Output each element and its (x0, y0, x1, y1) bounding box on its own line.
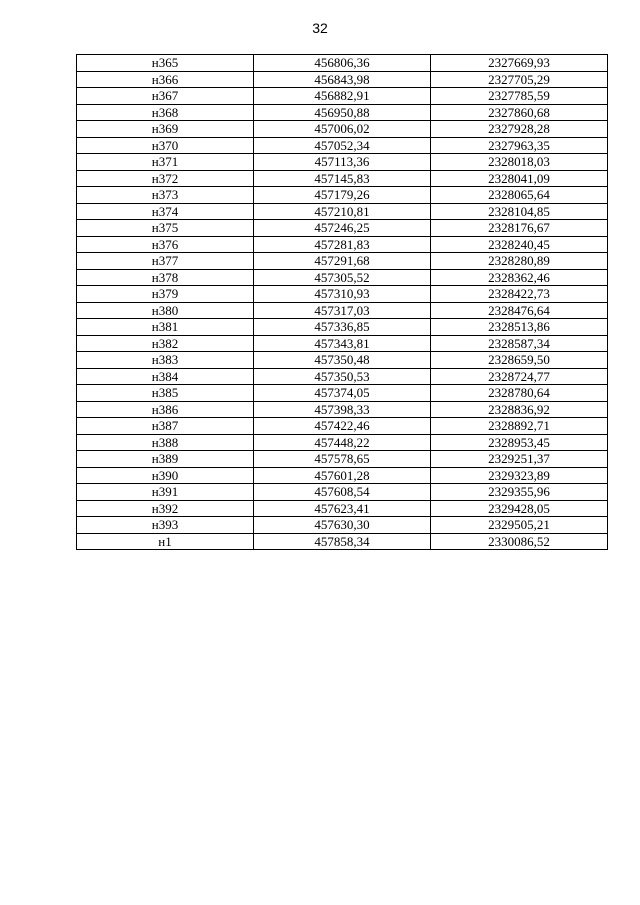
point-name-cell: н392 (77, 500, 254, 517)
point-name-cell: н371 (77, 154, 254, 171)
y-coordinate-cell: 2329428,05 (431, 500, 608, 517)
table-row (77, 203, 608, 220)
x-coordinate-cell: 457179,26 (254, 187, 431, 204)
y-coordinate-cell: 2327860,68 (431, 104, 608, 121)
table-row (77, 170, 608, 187)
point-name-cell: н382 (77, 335, 254, 352)
x-coordinate-cell: 457578,65 (254, 451, 431, 468)
y-coordinate-cell: 2328280,89 (431, 253, 608, 270)
y-coordinate-cell: 2328041,09 (431, 170, 608, 187)
y-coordinate-cell: 2328892,71 (431, 418, 608, 435)
table-row (77, 286, 608, 303)
x-coordinate-cell: 457310,93 (254, 286, 431, 303)
point-name-cell: н376 (77, 236, 254, 253)
point-name-cell: н388 (77, 434, 254, 451)
x-coordinate-cell: 457601,28 (254, 467, 431, 484)
table-row (77, 55, 608, 72)
y-coordinate-cell: 2328659,50 (431, 352, 608, 369)
x-coordinate-cell: 457210,81 (254, 203, 431, 220)
x-coordinate-cell: 457052,34 (254, 137, 431, 154)
y-coordinate-cell: 2328362,46 (431, 269, 608, 286)
y-coordinate-cell: 2327705,29 (431, 71, 608, 88)
x-coordinate-cell: 457623,41 (254, 500, 431, 517)
coordinates-table (76, 54, 608, 550)
table-row (77, 500, 608, 517)
point-name-cell: н389 (77, 451, 254, 468)
y-coordinate-cell: 2328724,77 (431, 368, 608, 385)
point-name-cell: н367 (77, 88, 254, 105)
table-row (77, 104, 608, 121)
x-coordinate-cell: 456950,88 (254, 104, 431, 121)
y-coordinate-cell: 2330086,52 (431, 533, 608, 550)
point-name-cell: н385 (77, 385, 254, 402)
point-name-cell: н370 (77, 137, 254, 154)
table-row (77, 220, 608, 237)
x-coordinate-cell: 456806,36 (254, 55, 431, 72)
point-name-cell: н377 (77, 253, 254, 270)
y-coordinate-cell: 2328422,73 (431, 286, 608, 303)
point-name-cell: н379 (77, 286, 254, 303)
point-name-cell: н375 (77, 220, 254, 237)
point-name-cell: н366 (77, 71, 254, 88)
x-coordinate-cell: 456843,98 (254, 71, 431, 88)
x-coordinate-cell: 457145,83 (254, 170, 431, 187)
table-row (77, 335, 608, 352)
table-row (77, 187, 608, 204)
y-coordinate-cell: 2328836,92 (431, 401, 608, 418)
point-name-cell: н381 (77, 319, 254, 336)
y-coordinate-cell: 2329355,96 (431, 484, 608, 501)
x-coordinate-cell: 457448,22 (254, 434, 431, 451)
x-coordinate-cell: 457630,30 (254, 517, 431, 534)
table-row (77, 319, 608, 336)
y-coordinate-cell: 2328065,64 (431, 187, 608, 204)
y-coordinate-cell: 2327928,28 (431, 121, 608, 138)
table-row (77, 418, 608, 435)
x-coordinate-cell: 457858,34 (254, 533, 431, 550)
table-row (77, 467, 608, 484)
table-row (77, 88, 608, 105)
table-row (77, 137, 608, 154)
y-coordinate-cell: 2328587,34 (431, 335, 608, 352)
y-coordinate-cell: 2329505,21 (431, 517, 608, 534)
y-coordinate-cell: 2328176,67 (431, 220, 608, 237)
y-coordinate-cell: 2327785,59 (431, 88, 608, 105)
x-coordinate-cell: 456882,91 (254, 88, 431, 105)
table-row (77, 533, 608, 550)
x-coordinate-cell: 457350,48 (254, 352, 431, 369)
x-coordinate-cell: 457305,52 (254, 269, 431, 286)
table-row (77, 71, 608, 88)
point-name-cell: н1 (77, 533, 254, 550)
x-coordinate-cell: 457608,54 (254, 484, 431, 501)
y-coordinate-cell: 2329323,89 (431, 467, 608, 484)
x-coordinate-cell: 457336,85 (254, 319, 431, 336)
point-name-cell: н374 (77, 203, 254, 220)
point-name-cell: н393 (77, 517, 254, 534)
point-name-cell: н369 (77, 121, 254, 138)
table-row (77, 484, 608, 501)
y-coordinate-cell: 2328953,45 (431, 434, 608, 451)
point-name-cell: н380 (77, 302, 254, 319)
y-coordinate-cell: 2329251,37 (431, 451, 608, 468)
point-name-cell: н378 (77, 269, 254, 286)
x-coordinate-cell: 457374,05 (254, 385, 431, 402)
y-coordinate-cell: 2327669,93 (431, 55, 608, 72)
point-name-cell: н386 (77, 401, 254, 418)
point-name-cell: н373 (77, 187, 254, 204)
x-coordinate-cell: 457281,83 (254, 236, 431, 253)
table-row (77, 253, 608, 270)
x-coordinate-cell: 457291,68 (254, 253, 431, 270)
x-coordinate-cell: 457422,46 (254, 418, 431, 435)
table-row (77, 121, 608, 138)
point-name-cell: н365 (77, 55, 254, 72)
y-coordinate-cell: 2328018,03 (431, 154, 608, 171)
table-row (77, 352, 608, 369)
x-coordinate-cell: 457113,36 (254, 154, 431, 171)
coordinates-table-body (77, 55, 608, 550)
point-name-cell: н384 (77, 368, 254, 385)
y-coordinate-cell: 2328476,64 (431, 302, 608, 319)
y-coordinate-cell: 2328104,85 (431, 203, 608, 220)
table-row (77, 154, 608, 171)
y-coordinate-cell: 2327963,35 (431, 137, 608, 154)
x-coordinate-cell: 457246,25 (254, 220, 431, 237)
x-coordinate-cell: 457350,53 (254, 368, 431, 385)
y-coordinate-cell: 2328240,45 (431, 236, 608, 253)
table-row (77, 451, 608, 468)
y-coordinate-cell: 2328513,86 (431, 319, 608, 336)
table-row (77, 385, 608, 402)
table-row (77, 302, 608, 319)
y-coordinate-cell: 2328780,64 (431, 385, 608, 402)
x-coordinate-cell: 457317,03 (254, 302, 431, 319)
point-name-cell: н387 (77, 418, 254, 435)
page-number: 32 (312, 20, 328, 36)
point-name-cell: н372 (77, 170, 254, 187)
x-coordinate-cell: 457006,02 (254, 121, 431, 138)
point-name-cell: н390 (77, 467, 254, 484)
x-coordinate-cell: 457343,81 (254, 335, 431, 352)
table-row (77, 434, 608, 451)
table-row (77, 236, 608, 253)
point-name-cell: н391 (77, 484, 254, 501)
point-name-cell: н383 (77, 352, 254, 369)
table-row (77, 517, 608, 534)
point-name-cell: н368 (77, 104, 254, 121)
x-coordinate-cell: 457398,33 (254, 401, 431, 418)
table-row (77, 269, 608, 286)
table-row (77, 401, 608, 418)
table-row (77, 368, 608, 385)
